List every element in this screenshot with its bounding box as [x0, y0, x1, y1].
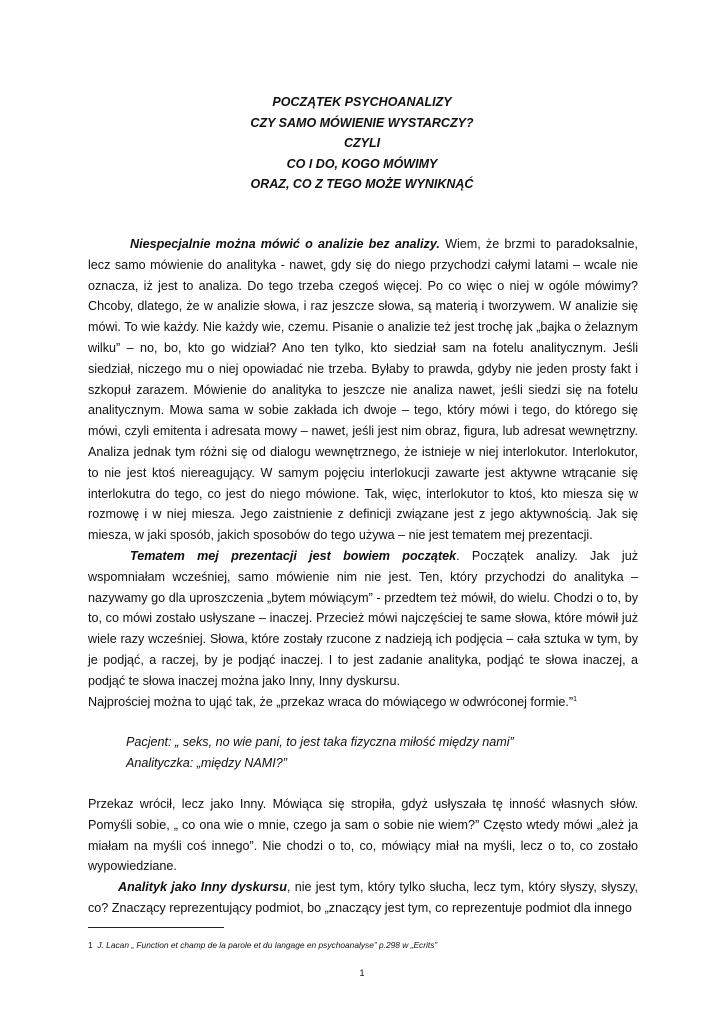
paragraph-3 [88, 692, 638, 713]
paragraph-text: Wiem, że brzmi to paradoksalnie, lecz samo mówienie do analityka - nawet, gdy się do niego przychodzi całymi latami – wcale nie oznacza, iż jest to analiza. Do tego trzeba czegoś więcej. Po co więc o niej w ogóle mówimy? Chcoby, dlatego, że w analizie słowa, i raz jeszcze słowa, są materią i tworzywem. W analizie się mówi. To wie każdy. Nie każdy wie, czemu. Pisanie o analizie też jest trochę jak „bajka o żelaznym wilku” – no, bo, kto go widział? Ano ten tylko, kto siedział sam na fotelu analitycznym. Jeśli siedział, niczego mu o niej opowiadać nie trzeba. Byłaby to prawda, gdyby nie jeden prosty fakt i szkopuł zarazem. Mówienie do analityka to jeszcze nie analiza nawet, jeśli siedzi się na fotelu analitycznym. Mowa sama w sobie zakłada ich dwoje – tego, który mówi i tego, do którego się mówi, czyli emitenta i adresata mowy – nawet, jeśli jest nim obraz, figura, lub adresat wewnętrzny. Analiza jednak tym różni się od dialogu wewnętrznego, że istnieje w niej interlokutor. Interlokutor, to nie jest ktoś niereagujący. W samym pojęciu interlokucji zawarte jest aktywne wtrącanie się interlokutra do tego, co jest do niego mówione. Tak, więc, interlokutor to ktoś, kto miesza się w rozmowę i w niej miesza. Jego zaistnienie z definicji związane jest z jego aktywnością. Jak się miesza, w jaki sposób, jakich sposobów do tego używa – nie jest tematem mej prezentacji. [88, 237, 638, 543]
footnote-number: 1 [88, 940, 93, 950]
document-body [88, 234, 638, 919]
document-title [0, 92, 724, 195]
paragraph-lead: Tematem mej prezentacji jest bowiem początek [130, 548, 457, 563]
paragraph-5 [88, 877, 638, 919]
paragraph-text: , nie jest tym, który tylko słucha, lecz tym, który słyszy, słyszy, co? Znaczący reprezentujący podmiot, bo „znaczący jest tym, co reprezentuje podmiot dla innego [88, 880, 638, 915]
title-line: POCZĄTEK PSYCHOANALIZY [272, 95, 452, 109]
dialog-line-analyst: Analityczka: „między NAMI?” [126, 756, 287, 771]
paragraph-lead: Niespecjalnie można mówić o analizie bez analizy. [130, 237, 440, 251]
dialog-quote [88, 732, 638, 774]
paragraph-1 [88, 234, 638, 546]
footnote-divider [88, 927, 224, 928]
title-line: ORAZ, CO Z TEGO MOŻE WYNIKNĄĆ [250, 177, 474, 191]
footnote-text: J. Lacan „ Function et champ de la parole et du langage en psychoanalyse” p.298 w „Ecrits” [97, 940, 438, 950]
page-number: 1 [359, 968, 365, 978]
paragraph-lead: Analityk jako Inny dyskursu [118, 880, 287, 895]
paragraph-text: . Początek analizy. Jak już wspomniałam wcześniej, samo mówienie nim nie jest. Ten, który przychodzi do analityka – nazywamy go dla uproszczenia „bytem mówiącym” - przedtem też mówił, do wielu. Chodzi o to, by to, co mówi zostało usłyszane – inaczej. Przecież mówi najczęściej te same słowa, które mówił już wiele razy wcześniej. Słowa, które zostały rzucone z nadzieją ich podjęcia – cała sztuka w tym, by je podjąć, a raczej, by je podjąć inaczej. I to jest zadanie analityka, podjąć te słowa inaczej, a podjąć te słowa inaczej można jako Inny, Inny dyskursu. [88, 548, 638, 688]
dialog-line-patient: Pacjent: „ seks, no wie pani, to jest taka fizyczna miłość między nami” [126, 735, 514, 750]
paragraph-text: Najprościej można to ująć tak, że „przekaz wraca do mówiącego w odwróconej formie.” [88, 694, 574, 709]
footnote-reference[interactable]: 1 [573, 695, 577, 703]
paragraph-2 [88, 546, 638, 692]
paragraph-4 [88, 794, 638, 877]
title-line: CZYLI [343, 136, 381, 150]
paragraph-text: Przekaz wrócił, lecz jako Inny. Mówiąca się stropiła, gdyż usłyszała tę inność własnych słów. Pomyśli sobie, „ co ona wie o mnie, czego ja sam o sobie nie wiem?” Często wtedy mówi „ależ ja miałam na myśli coś innego”. Nie chodzi o to, co, mówiący miał na myśli, lecz o to, co zostało wypowiedziane. [88, 796, 638, 874]
footnote [88, 939, 648, 951]
title-line: CZY SAMO MÓWIENIE WYSTARCZY? [250, 115, 474, 130]
title-line: CO I DO, KOGO MÓWIMY [286, 156, 438, 171]
